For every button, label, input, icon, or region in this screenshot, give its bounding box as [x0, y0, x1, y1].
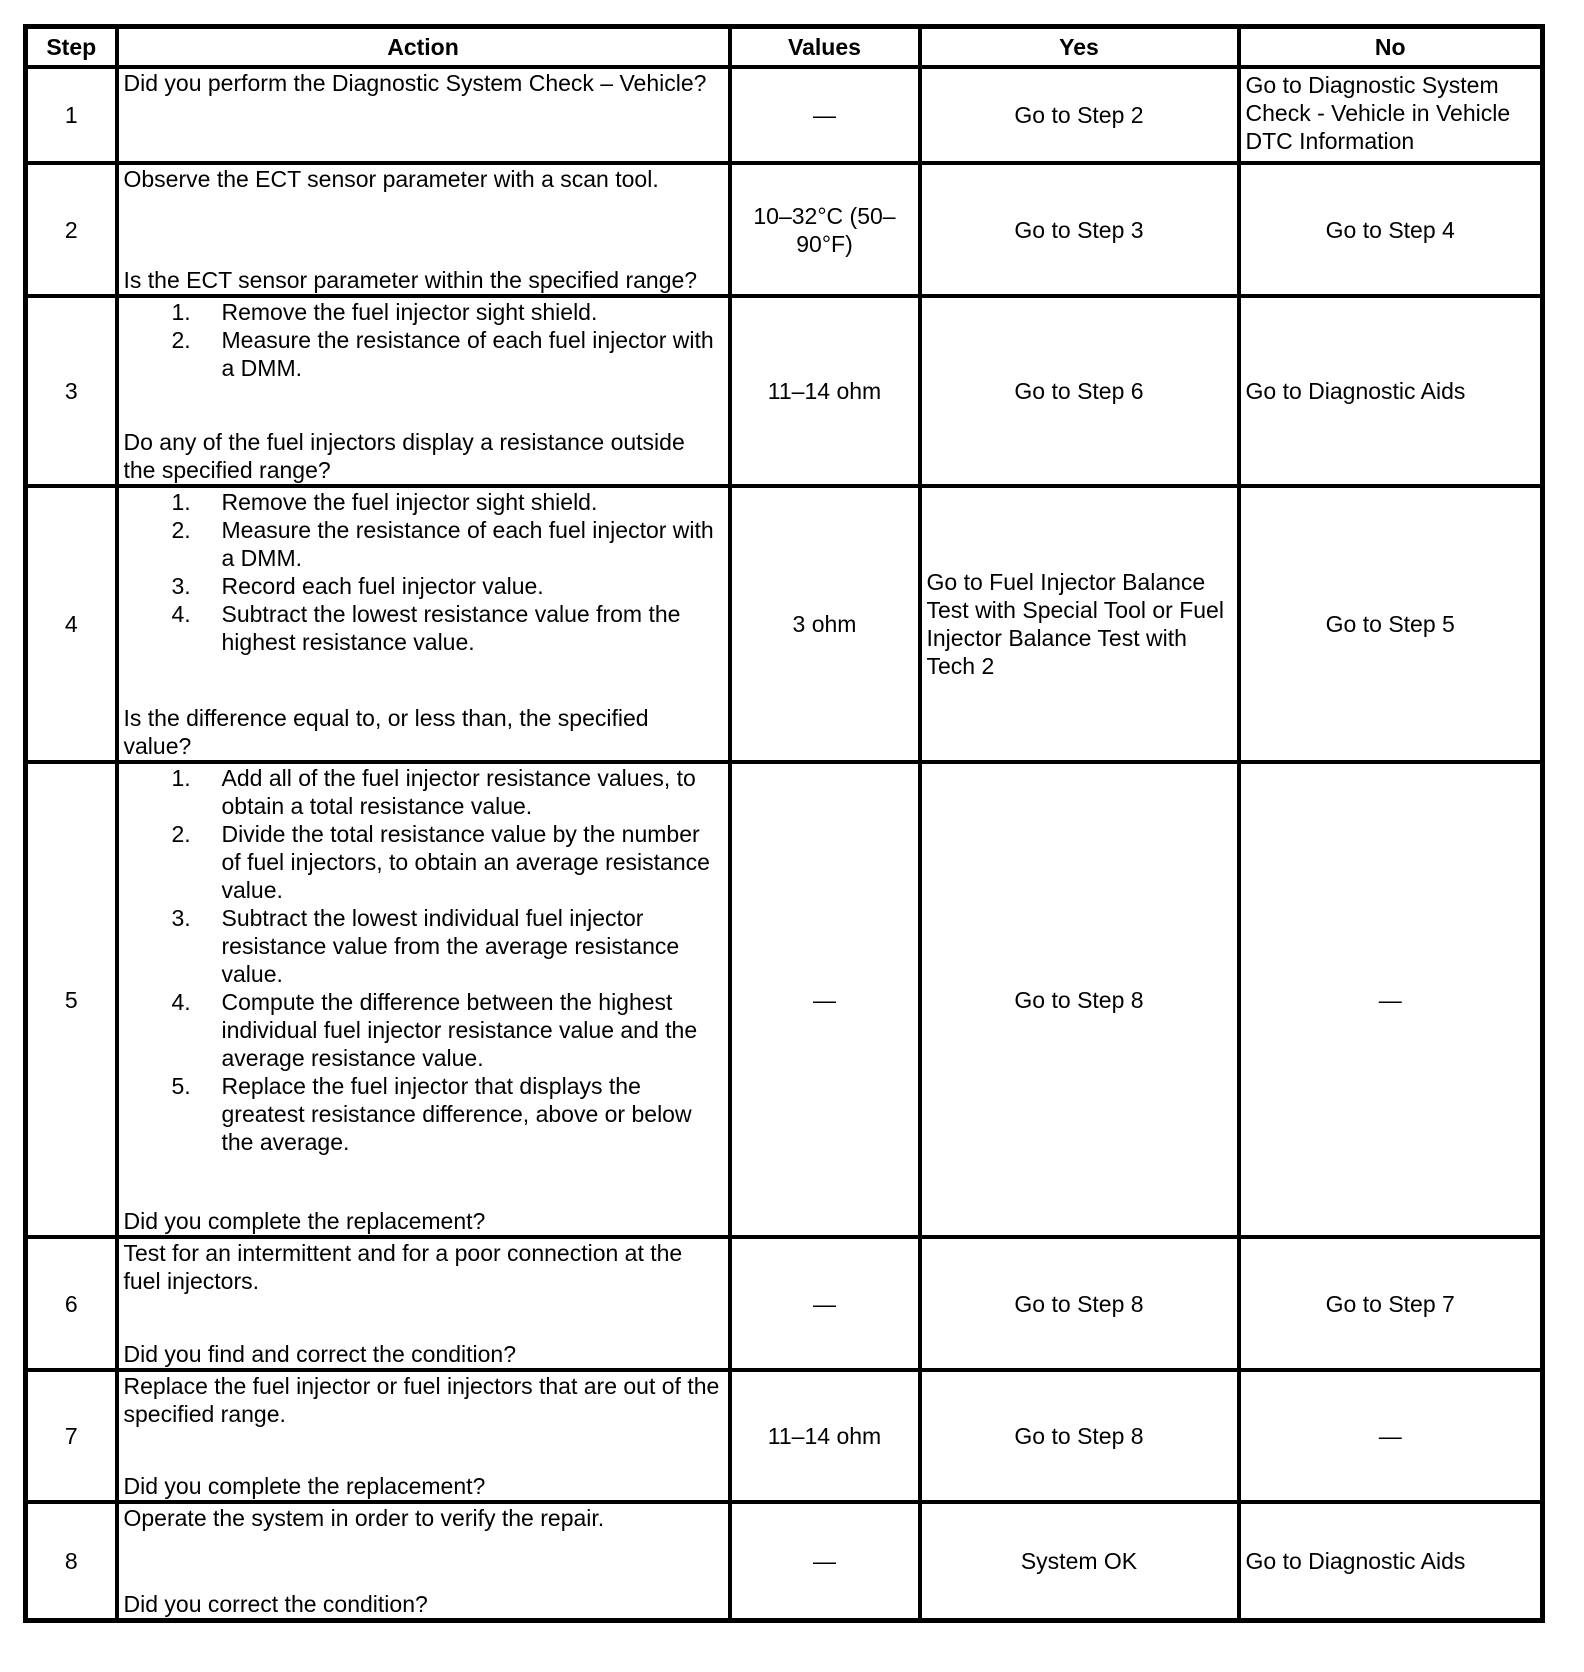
action-step-text: Divide the total resistance value by the number of fuel injectors, to obtain an average resistance value. — [221, 821, 710, 903]
table-row — [26, 1370, 1543, 1502]
values-cell: — — [730, 1237, 920, 1370]
header-values: Values — [730, 27, 920, 68]
header-no: No — [1239, 27, 1543, 68]
table-row — [26, 762, 1543, 1237]
action-step-text: Subtract the lowest resistance value from the highest resistance value. — [221, 601, 681, 655]
yes-cell: Go to Step 8 — [920, 1237, 1239, 1370]
header-action: Action — [117, 27, 730, 68]
action-step-number: 3. — [171, 905, 191, 931]
step-number: 6 — [26, 1237, 117, 1370]
no-cell: Go to Step 7 — [1239, 1237, 1543, 1370]
action-instruction: Observe the ECT sensor parameter with a scan tool. — [123, 166, 659, 192]
values-cell: 11–14 ohm — [730, 296, 920, 486]
step-number: 1 — [26, 67, 117, 163]
values-cell: 11–14 ohm — [730, 1370, 920, 1502]
yes-cell: Go to Step 6 — [920, 296, 1239, 486]
diagnostic-table — [23, 24, 1545, 1623]
action-step-item — [171, 820, 723, 904]
action-cell — [117, 1237, 730, 1370]
yes-cell: Go to Step 8 — [920, 762, 1239, 1237]
header-row — [26, 27, 1543, 68]
action-cell — [117, 1370, 730, 1502]
action-steps-list — [124, 298, 723, 382]
action-instruction: Test for an intermittent and for a poor connection at the fuel injectors. — [123, 1240, 683, 1294]
table-row — [26, 296, 1543, 486]
step-number: 4 — [26, 486, 117, 762]
action-question: Did you correct the condition? — [123, 1591, 428, 1617]
action-question: Did you complete the replacement? — [123, 1473, 486, 1499]
action-cell — [117, 296, 730, 486]
table-row — [26, 67, 1543, 163]
step-number: 8 — [26, 1502, 117, 1621]
action-step-number: 2. — [171, 327, 191, 353]
values-cell: — — [730, 1502, 920, 1621]
action-question: Do any of the fuel injectors display a resistance outside the specified range? — [123, 429, 685, 483]
action-step-item — [171, 572, 723, 600]
action-step-item — [171, 600, 723, 656]
action-steps-list — [124, 764, 723, 1156]
table-row — [26, 1237, 1543, 1370]
action-step-text: Compute the difference between the highest individual fuel injector resistance value and the average resistance value. — [221, 989, 698, 1071]
action-question: Is the ECT sensor parameter within the specified range? — [123, 267, 698, 293]
values-cell: 3 ohm — [730, 486, 920, 762]
table-row — [26, 163, 1543, 296]
action-step-item — [171, 488, 723, 516]
action-step-number: 4. — [171, 601, 191, 627]
action-question: Did you find and correct the condition? — [123, 1341, 517, 1367]
no-cell: Go to Diagnostic Aids — [1239, 296, 1543, 486]
action-cell — [117, 486, 730, 762]
action-step-number: 3. — [171, 573, 191, 599]
action-step-item — [171, 764, 723, 820]
step-number: 5 — [26, 762, 117, 1237]
yes-cell: Go to Step 3 — [920, 163, 1239, 296]
action-instruction: Operate the system in order to verify the repair. — [123, 1505, 605, 1531]
action-step-item — [171, 516, 723, 572]
action-step-number: 4. — [171, 989, 191, 1015]
values-cell: — — [730, 67, 920, 163]
action-step-item — [171, 298, 723, 326]
table-row — [26, 1502, 1543, 1621]
action-steps-list — [124, 488, 723, 656]
action-step-text: Replace the fuel injector that displays the greatest resistance difference, above or below the average. — [221, 1073, 692, 1155]
table-row — [26, 486, 1543, 762]
action-step-text: Add all of the fuel injector resistance values, to obtain a total resistance value. — [221, 765, 696, 819]
action-step-number: 1. — [171, 489, 191, 515]
action-step-text: Subtract the lowest individual fuel injector resistance value from the average resistance value. — [221, 905, 680, 987]
action-step-item — [171, 326, 723, 382]
action-step-item — [171, 988, 723, 1072]
no-cell: Go to Step 4 — [1239, 163, 1543, 296]
action-step-number: 1. — [171, 299, 191, 325]
action-step-number: 2. — [171, 517, 191, 543]
values-cell: — — [730, 762, 920, 1237]
action-step-number: 5. — [171, 1073, 191, 1099]
action-step-number: 2. — [171, 821, 191, 847]
yes-cell: Go to Fuel Injector Balance Test with Special Tool or Fuel Injector Balance Test with Tech 2 — [920, 486, 1239, 762]
action-step-item — [171, 904, 723, 988]
action-step-number: 1. — [171, 765, 191, 791]
no-cell: Go to Diagnostic System Check - Vehicle in Vehicle DTC Information — [1239, 67, 1543, 163]
header-yes: Yes — [920, 27, 1239, 68]
action-step-text: Record each fuel injector value. — [221, 573, 544, 599]
action-step-text: Measure the resistance of each fuel injector with a DMM. — [221, 327, 714, 381]
action-question: Did you complete the replacement? — [123, 1208, 486, 1234]
yes-cell: Go to Step 8 — [920, 1370, 1239, 1502]
step-number: 3 — [26, 296, 117, 486]
step-number: 7 — [26, 1370, 117, 1502]
action-cell — [117, 163, 730, 296]
action-cell — [117, 762, 730, 1237]
action-step-item — [171, 1072, 723, 1156]
action-cell — [117, 67, 730, 163]
action-step-text: Remove the fuel injector sight shield. — [221, 299, 598, 325]
action-instruction: Did you perform the Diagnostic System Check – Vehicle? — [123, 70, 707, 96]
action-step-text: Remove the fuel injector sight shield. — [221, 489, 598, 515]
header-step: Step — [26, 27, 117, 68]
yes-cell: System OK — [920, 1502, 1239, 1621]
yes-cell: Go to Step 2 — [920, 67, 1239, 163]
no-cell: Go to Diagnostic Aids — [1239, 1502, 1543, 1621]
action-step-text: Measure the resistance of each fuel injector with a DMM. — [221, 517, 714, 571]
no-cell: Go to Step 5 — [1239, 486, 1543, 762]
action-cell — [117, 1502, 730, 1621]
no-cell: — — [1239, 762, 1543, 1237]
values-cell: 10–32°C (50–90°F) — [730, 163, 920, 296]
step-number: 2 — [26, 163, 117, 296]
action-question: Is the difference equal to, or less than, the specified value? — [123, 705, 649, 759]
action-instruction: Replace the fuel injector or fuel injectors that are out of the specified range. — [123, 1373, 720, 1427]
no-cell: — — [1239, 1370, 1543, 1502]
